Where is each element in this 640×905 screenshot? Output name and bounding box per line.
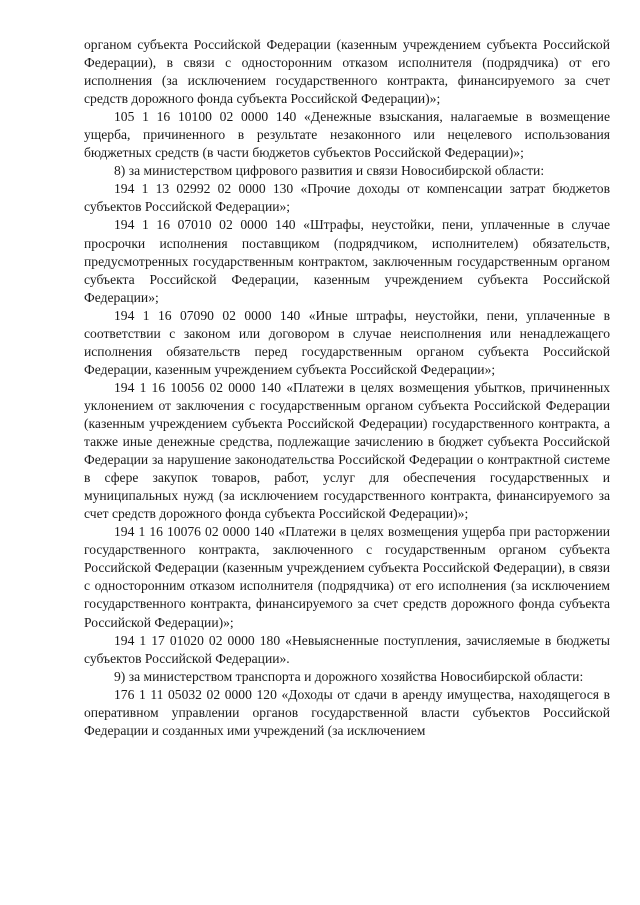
paragraph-section-8-heading: 8) за министерством цифрового развития и связи Новосибирской области: — [114, 163, 545, 179]
paragraph-kbk-194-11302992: 194 1 13 02992 02 0000 130 «Прочие доходы от компенсации затрат бюджетов субъектов Российской Федерации»; — [84, 181, 610, 215]
paragraph-section-9-heading: 9) за министерством транспорта и дорожного хозяйства Новосибирской области: — [114, 668, 584, 684]
paragraph-kbk-194-11701020: 194 1 17 01020 02 0000 180 «Невыясненные поступления, зачисляемые в бюджеты субъектов Российской Федерации». — [84, 632, 610, 666]
paragraph-kbk-176-11105032: 176 1 11 05032 02 0000 120 «Доходы от сдачи в аренду имущества, находящегося в оперативном управлении органов государственной власти субъектов Российской Федерации и созданных ими учреждений (за исключением — [84, 686, 610, 738]
paragraph-kbk-194-11607090: 194 1 16 07090 02 0000 140 «Иные штрафы, неустойки, пени, уплаченные в соответствии с законом или договором в случае неисполнения или ненадлежащего исполнения обязательств перед государственным органом субъекта Российской Федерации, казенным учреждением субъекта Российской Федерации»; — [84, 307, 610, 377]
paragraph-kbk-194-11610056: 194 1 16 10056 02 0000 140 «Платежи в целях возмещения убытков, причиненных уклонением от заключения с государственным органом субъекта Российской Федерации (казенным учреждением субъекта Российской Федерации) государственного контракта, а также иные денежные средства, подлежащие зачислению в бюджет субъекта Российской Федерации за нарушение законодательства Российской Федерации о контрактной системе в сфере закупок товаров, работ, услуг для обеспечения государственных и муниципальных нужд (за исключением государственного контракта, финансируемого за счет средств дорожного фонда субъекта Российской Федерации)»; — [84, 379, 610, 522]
paragraph-continuation: органом субъекта Российской Федерации (казенным учреждением субъекта Российской Федерации), в связи с односторонним отказом исполнителя (подрядчика) от его исполнения (за исключением государственного контракта, финансируемого за счет средств дорожного фонда субъекта Российской Федерации)»; — [84, 37, 610, 107]
document-page — [84, 36, 610, 740]
paragraph-kbk-194-11607010: 194 1 16 07010 02 0000 140 «Штрафы, неустойки, пени, уплаченные в случае просрочки исполнения поставщиком (подрядчиком, исполнителем) обязательств, предусмотренных государственным контрактом, заключенным государственным органом субъекта Российской Федерации, казенным учреждением субъекта Российской Федерации»; — [84, 217, 610, 305]
paragraph-kbk-105-11610100: 105 1 16 10100 02 0000 140 «Денежные взыскания, налагаемые в возмещение ущерба, причиненного в результате незаконного или нецелевого использования бюджетных средств (в части бюджетов субъектов Российской Федерации)»; — [84, 109, 610, 161]
paragraph-kbk-194-11610076: 194 1 16 10076 02 0000 140 «Платежи в целях возмещения ущерба при расторжении государственного контракта, заключенного с государственным органом субъекта Российской Федерации (казенным учреждением субъекта Российской Федерации), в связи с односторонним отказом исполнителя (подрядчика) от его исполнения (за исключением государственного контракта, финансируемого за счет средств дорожного фонда субъекта Российской Федерации)»; — [84, 524, 610, 630]
